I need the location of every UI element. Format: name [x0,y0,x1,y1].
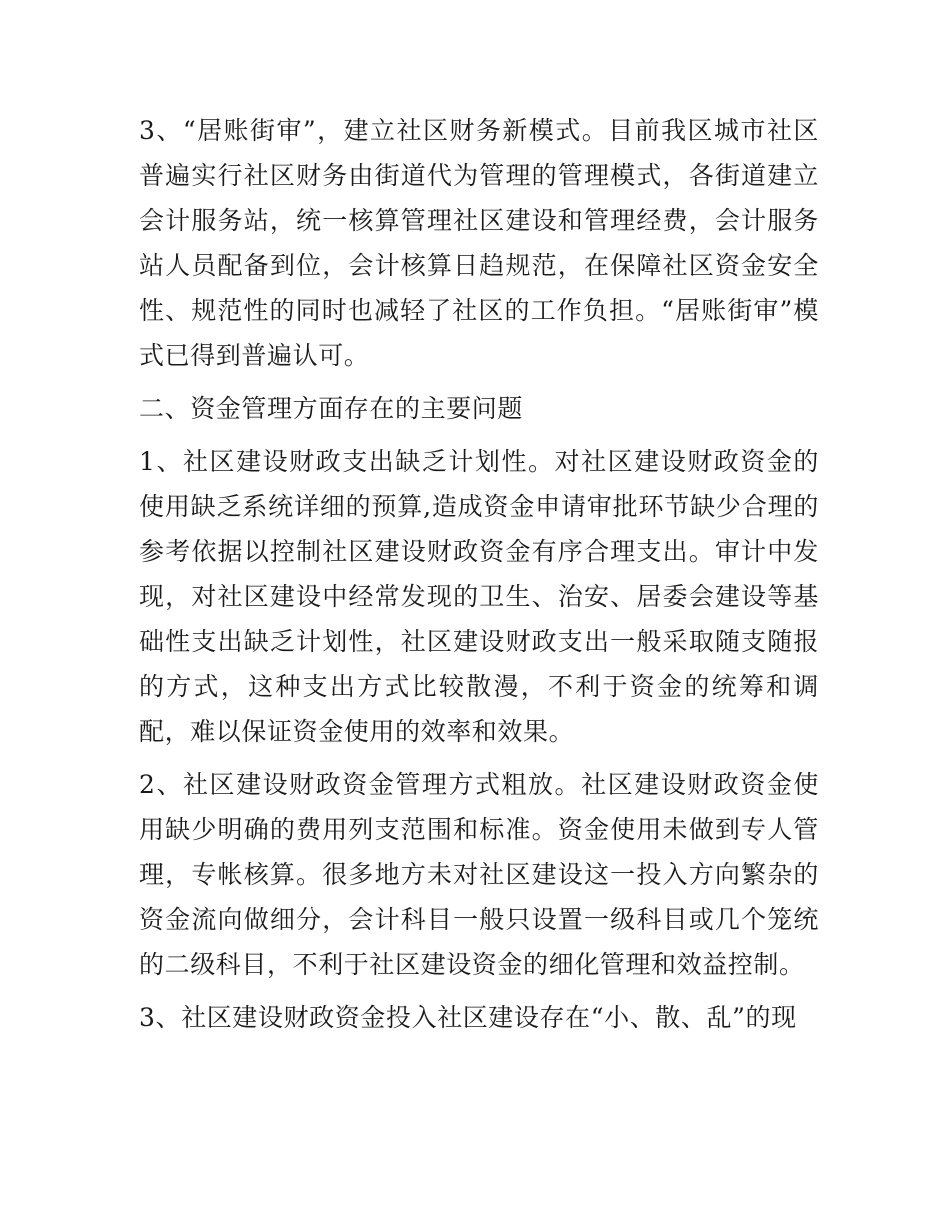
paragraph-small-scattered-messy: 3、社区建设财政资金投入社区建设存在“小、散、乱”的现 [139,1003,797,1032]
paragraph-lack-of-planning: 1、社区建设财政支出缺乏计划性。对社区建设财政资金的使用缺乏系统详细的预算,造成资金申请审批环节缺少合理的参考依据以控制社区建设财政资金有序合理支出。审计中发现，对社区建设中经常发现的卫生、治安、居委会建设等基础性支出缺乏计划性，社区建设财政支出一般采取随支随报的方式，这种支出方式比较散漫，不利于资金的统筹和调配，难以保证资金使用的效率和效果。 [139,447,819,746]
document-body [139,108,819,1048]
paragraph-extensive-management: 2、社区建设财政资金管理方式粗放。社区建设财政资金使用缺少明确的费用列支范围和标准。资金使用未做到专人管理，专帐核算。很多地方未对社区建设这一投入方向繁杂的资金流向做细分，会计科目一般只设置一级科目或几个笼统的二级科目，不利于社区建设资金的细化管理和效益控制。 [139,770,819,979]
paragraph-juzhang-jieshen: 3、“居账街审”，建立社区财务新模式。目前我区城市社区普遍实行社区财务由街道代为管理的管理模式，各街道建立会计服务站，统一核算管理社区建设和管理经费，会计服务站人员配备到位，会计核算日趋规范，在保障社区资金安全性、规范性的同时也减轻了社区的工作负担。“居账街审”模式已得到普遍认可。 [139,116,819,370]
section-heading-problems: 二、资金管理方面存在的主要问题 [139,394,524,423]
